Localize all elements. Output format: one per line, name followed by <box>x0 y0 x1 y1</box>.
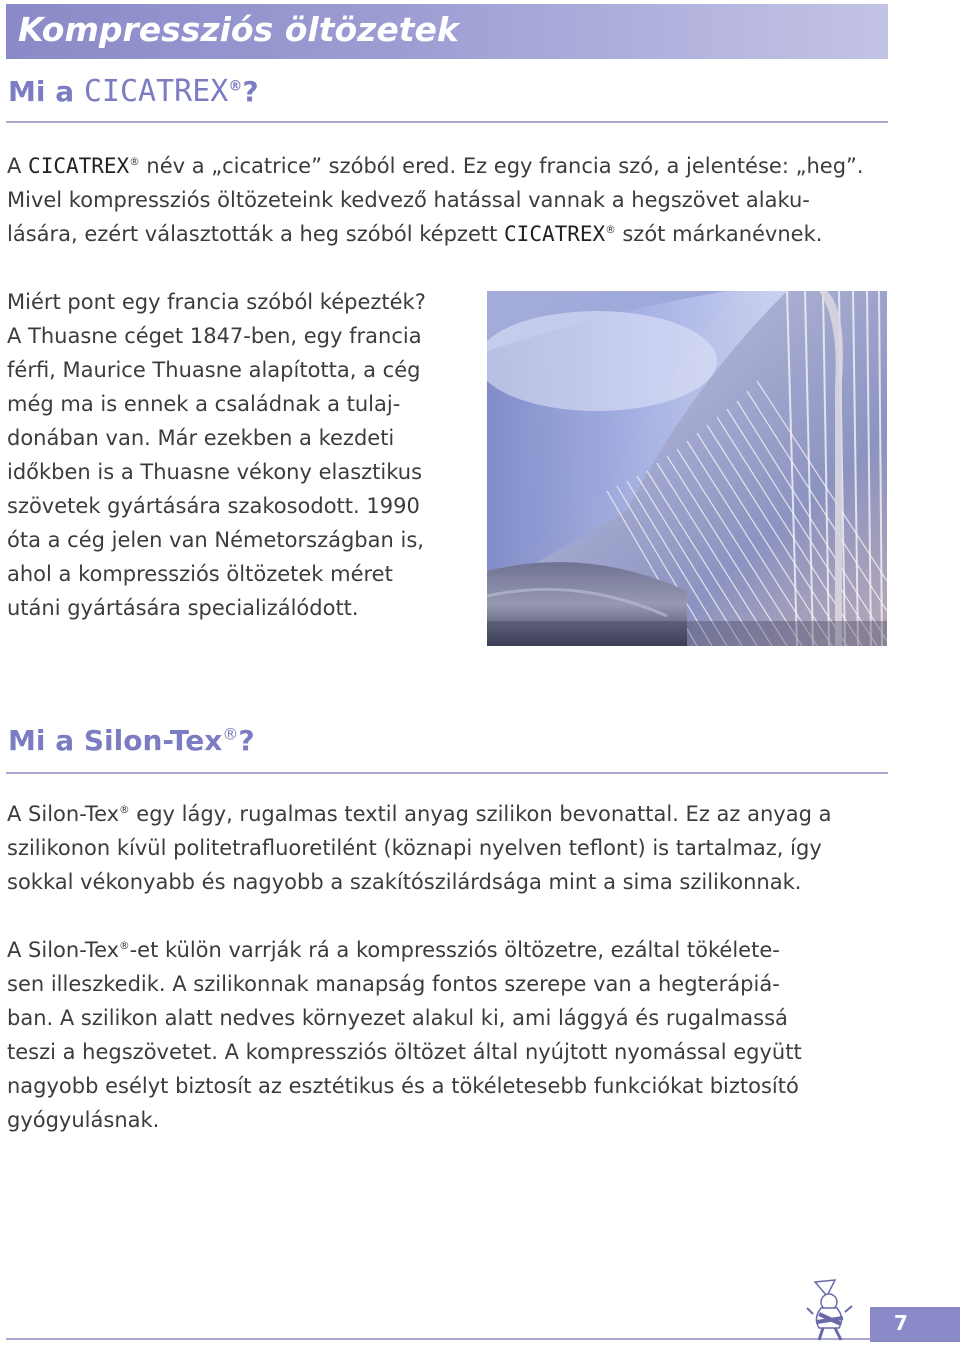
text-line: teszi a hegszövetet. A kompressziós öltözet által nyújtott nyomással együtt <box>7 1040 802 1064</box>
page-title: Kompressziós öltözetek <box>18 10 459 49</box>
text-line: A CICATREX® név a „cicatrice” szóból ered. Ez egy francia szó, a jelentése: „heg”. <box>7 154 864 178</box>
page-number-tab <box>870 1307 960 1342</box>
text-line: gyógyulásnak. <box>7 1108 160 1132</box>
text-line: szövetek gyártására szakosodott. 1990 <box>7 494 420 518</box>
text-line: férfi, Maurice Thuasne alapította, a cég <box>7 358 421 382</box>
registered-mark: ® <box>119 804 130 816</box>
text-line: donában van. Már ezekben a kezdeti <box>7 426 395 450</box>
text-line: A Silon-Tex®-et külön varrják rá a kompressziós öltözetre, ezáltal tökélete- <box>7 938 780 962</box>
section-heading-suffix: ? <box>242 75 259 108</box>
text-line: sen illeszkedik. A szilikonnak manapság fontos szerepe van a hegterápiá- <box>7 972 780 996</box>
weaving-loom-threads-photo <box>487 291 887 646</box>
section-heading-prefix: Mi a <box>8 75 84 108</box>
text-line: A Silon-Tex® egy lágy, rugalmas textil anyag szilikon bevonattal. Ez az anyag a <box>7 802 832 826</box>
registered-mark: ® <box>129 156 140 168</box>
registered-mark: ® <box>119 940 130 952</box>
brand-logo-cicatrex: CICATREX <box>83 74 229 109</box>
page-number: 7 <box>894 1311 908 1335</box>
section-heading-cicatrex <box>8 74 259 109</box>
text-line: óta a cég jelen van Németországban is, <box>7 528 424 552</box>
text-line: sokkal vékonyabb és nagyobb a szakítószilárdsága mint a sima szilikonnak. <box>7 870 802 894</box>
text-line: még ma is ennek a családnak a tulaj- <box>7 392 401 416</box>
gnome-mascot-icon <box>805 1278 855 1342</box>
silon-tex-paragraph-1 <box>7 797 891 899</box>
text-line: Miért pont egy francia szóból képezték? <box>7 290 426 314</box>
section-divider <box>6 772 888 774</box>
header-bar <box>6 4 888 59</box>
registered-mark: ® <box>228 78 243 95</box>
section-divider <box>6 121 888 123</box>
text-line: szilikonon kívül politetrafluoretilént (köznapi nyelven teflont) is tartalmaz, így <box>7 836 822 860</box>
text-line: ahol a kompressziós öltözetek méret <box>7 562 393 586</box>
intro-paragraph <box>7 149 891 251</box>
text-line: Mivel kompressziós öltözeteink kedvező hatással vannak a hegszövet alaku- <box>7 188 810 212</box>
footer-divider <box>6 1338 870 1340</box>
registered-mark: ® <box>605 224 616 236</box>
text-line: A Thuasne céget 1847-ben, egy francia <box>7 324 422 348</box>
history-paragraph <box>7 285 469 625</box>
text-line: időkben is a Thuasne vékony elasztikus <box>7 460 423 484</box>
registered-mark: ® <box>222 724 239 744</box>
text-line: nagyobb esélyt biztosít az esztétikus és a tökéletesebb funkciókat biztosító <box>7 1074 799 1098</box>
loom-illustration <box>487 291 887 646</box>
text-line: lására, ezért választották a heg szóból képzett CICATREX® szót márkanévnek. <box>7 222 823 246</box>
silon-tex-paragraph-2 <box>7 933 891 1137</box>
brand-logo-cicatrex: CICATREX <box>504 222 606 246</box>
text-line: ban. A szilikon alatt nedves környezet alakul ki, ami lággyá és rugalmassá <box>7 1006 788 1030</box>
brand-logo-cicatrex: CICATREX <box>28 154 130 178</box>
section-heading-prefix: Mi a Silon-Tex <box>8 724 223 757</box>
section-heading-suffix: ? <box>238 724 255 757</box>
text-line: utáni gyártására specializálódott. <box>7 596 359 620</box>
section-heading-silon-tex <box>8 724 255 757</box>
